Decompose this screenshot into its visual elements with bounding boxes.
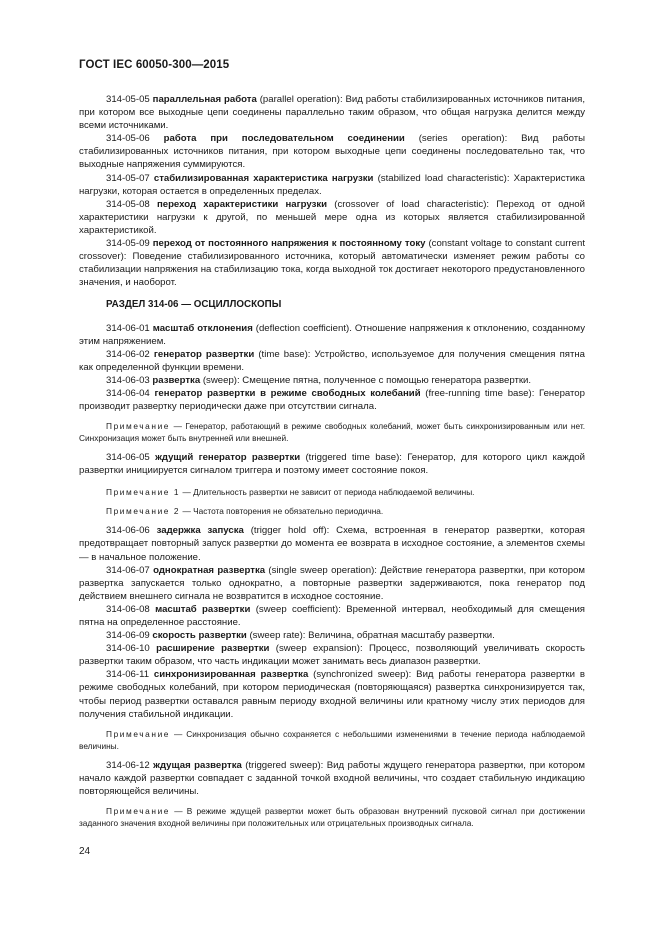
entry-314-06-05: 314-06-05 ждущий генератор развертки (triggered time base): Генератор, для которого цикл каждой развертки инициируется сигналом триггера и поэтому имеет состояние покоя. — [79, 452, 585, 477]
entry-314-06-01: 314-06-01 масштаб отклонения (deflection coefficient). Отношение напряжения к отклонению, созданному этим напряжением. — [79, 322, 585, 347]
document-body — [79, 93, 585, 836]
entry-314-06-02: 314-06-02 генератор развертки (time base): Устройство, используемое для получения смещения пятна как определенной функции времени. — [79, 348, 586, 373]
entry-314-06-11: 314-06-11 синхронизированная развертка (synchronized sweep): Вид работы генератора развертки в режиме свободных колебаний, при котором периодическая (повторяющаяся) развертка синхронизируется так, чтобы период развертки оставался равным периоду входной величины или кратному числу этих периодов для получения стабильной индикации. — [79, 669, 585, 720]
entry-314-06-12: 314-06-12 ждущая развертка (triggered sweep): Вид работы ждущего генератора развертки, при котором начало каждой развертки совпадает с заданной точкой входной величины, что создает стабильную индикацию повторяющейся величины. — [79, 759, 585, 797]
entry-314-06-10: 314-06-10 расширение развертки (sweep expansion): Процесс, позволяющий увеличивать скорость развертки таким образом, что часть индикации может занимать весь диапазон развертки. — [79, 643, 585, 668]
entry-314-06-08: 314-06-08 масштаб развертки (sweep coefficient): Временной интервал, необходимый для смещения пятна на определенное расстояние. — [79, 603, 585, 628]
section-title: РАЗДЕЛ 314-06 — ОСЦИЛЛОСКОПЫ — [106, 299, 282, 311]
entry-314-06-04: 314-06-04 генератор развертки в режиме свободных колебаний (free-running time base): Генератор производит развертку периодически даже при отсутствии сигнала. — [79, 387, 585, 413]
entry-314-05-07: 314-05-07 стабилизированная характеристика нагрузки (stabilized load characteristic): Характеристика нагрузки, которая остается в определенных пределах. — [79, 172, 585, 197]
note: Примечание 1 — Длительность развертки не зависит от периода наблюдаемой величины. — [106, 487, 475, 498]
entry-314-05-05: 314-05-05 параллельная работа (parallel operation): Вид работы стабилизированных источников питания, при котором все выходные цепи соединены параллельно таким образом, что общая нагрузка делится между всеми источниками. — [79, 94, 586, 132]
entry-314-05-08: 314-05-08 переход характеристики нагрузки (crossover of load characteristic): Переход от одной характеристики нагрузки к другой, по меньшей мере одна из которых является стабилизированной характеристикой. — [79, 198, 585, 236]
entry-314-05-09: 314-05-09 переход от постоянного напряжения к постоянному току (constant voltage to constant current crossover): Поведение стабилизированного источника, который автоматически изменяет режим работы со стабилизации напряжения на стабилизацию тока, когда выходной ток достигает некоторого предустановленного значения, и наоборот. — [79, 238, 585, 289]
document-header: ГОСТ IEC 60050-300—2015 — [79, 59, 230, 71]
entry-314-05-06: 314-05-06 работа при последовательном соединении (series operation): Вид работы стабилизированных источников питания, при котором выходные цепи соединены последовательно так, что выходные напряжения суммируются. — [79, 133, 585, 171]
entry-314-06-09: 314-06-09 скорость развертки (sweep rate): Величина, обратная масштабу развертки. — [106, 630, 495, 642]
entry-314-06-06: 314-06-06 задержка запуска (trigger hold off): Схема, встроенная в генератор развертки, которая предотвращает повторный запуск развертки до момента ее возврата в исходное состояние, а элементов схемы — в начальное положение. — [79, 525, 586, 563]
note: Примечание — Генератор, работающий в режиме свободных колебаний, может быть синхронизированным или нет. Синхронизация может быть внутренней или внешней. — [79, 421, 585, 444]
note: Примечание — Синхронизация обычно сохраняется с небольшими изменениями в течение периода наблюдаемой величины. — [79, 728, 585, 751]
entry-314-06-07: 314-06-07 однократная развертка (single sweep operation): Действие генератора развертки, при котором развертка запускается только однократно, а повторные развертки задерживаются, пока генератор под действием внешнего сигнала не возвратится в исходное состояние. — [79, 564, 586, 602]
note: Примечание — В режиме ждущей развертки может быть образован внутренний пусковой сигнал при достижении заданного значения входной величины при положительных или отрицательных производных сигнала. — [79, 806, 585, 829]
note: Примечание 2 — Частота повторения не обязательно периодична. — [106, 506, 384, 517]
entry-314-06-03: 314-06-03 развертка (sweep): Смещение пятна, полученное с помощью генератора развертки. — [106, 374, 532, 386]
page-number: 24 — [79, 846, 91, 857]
